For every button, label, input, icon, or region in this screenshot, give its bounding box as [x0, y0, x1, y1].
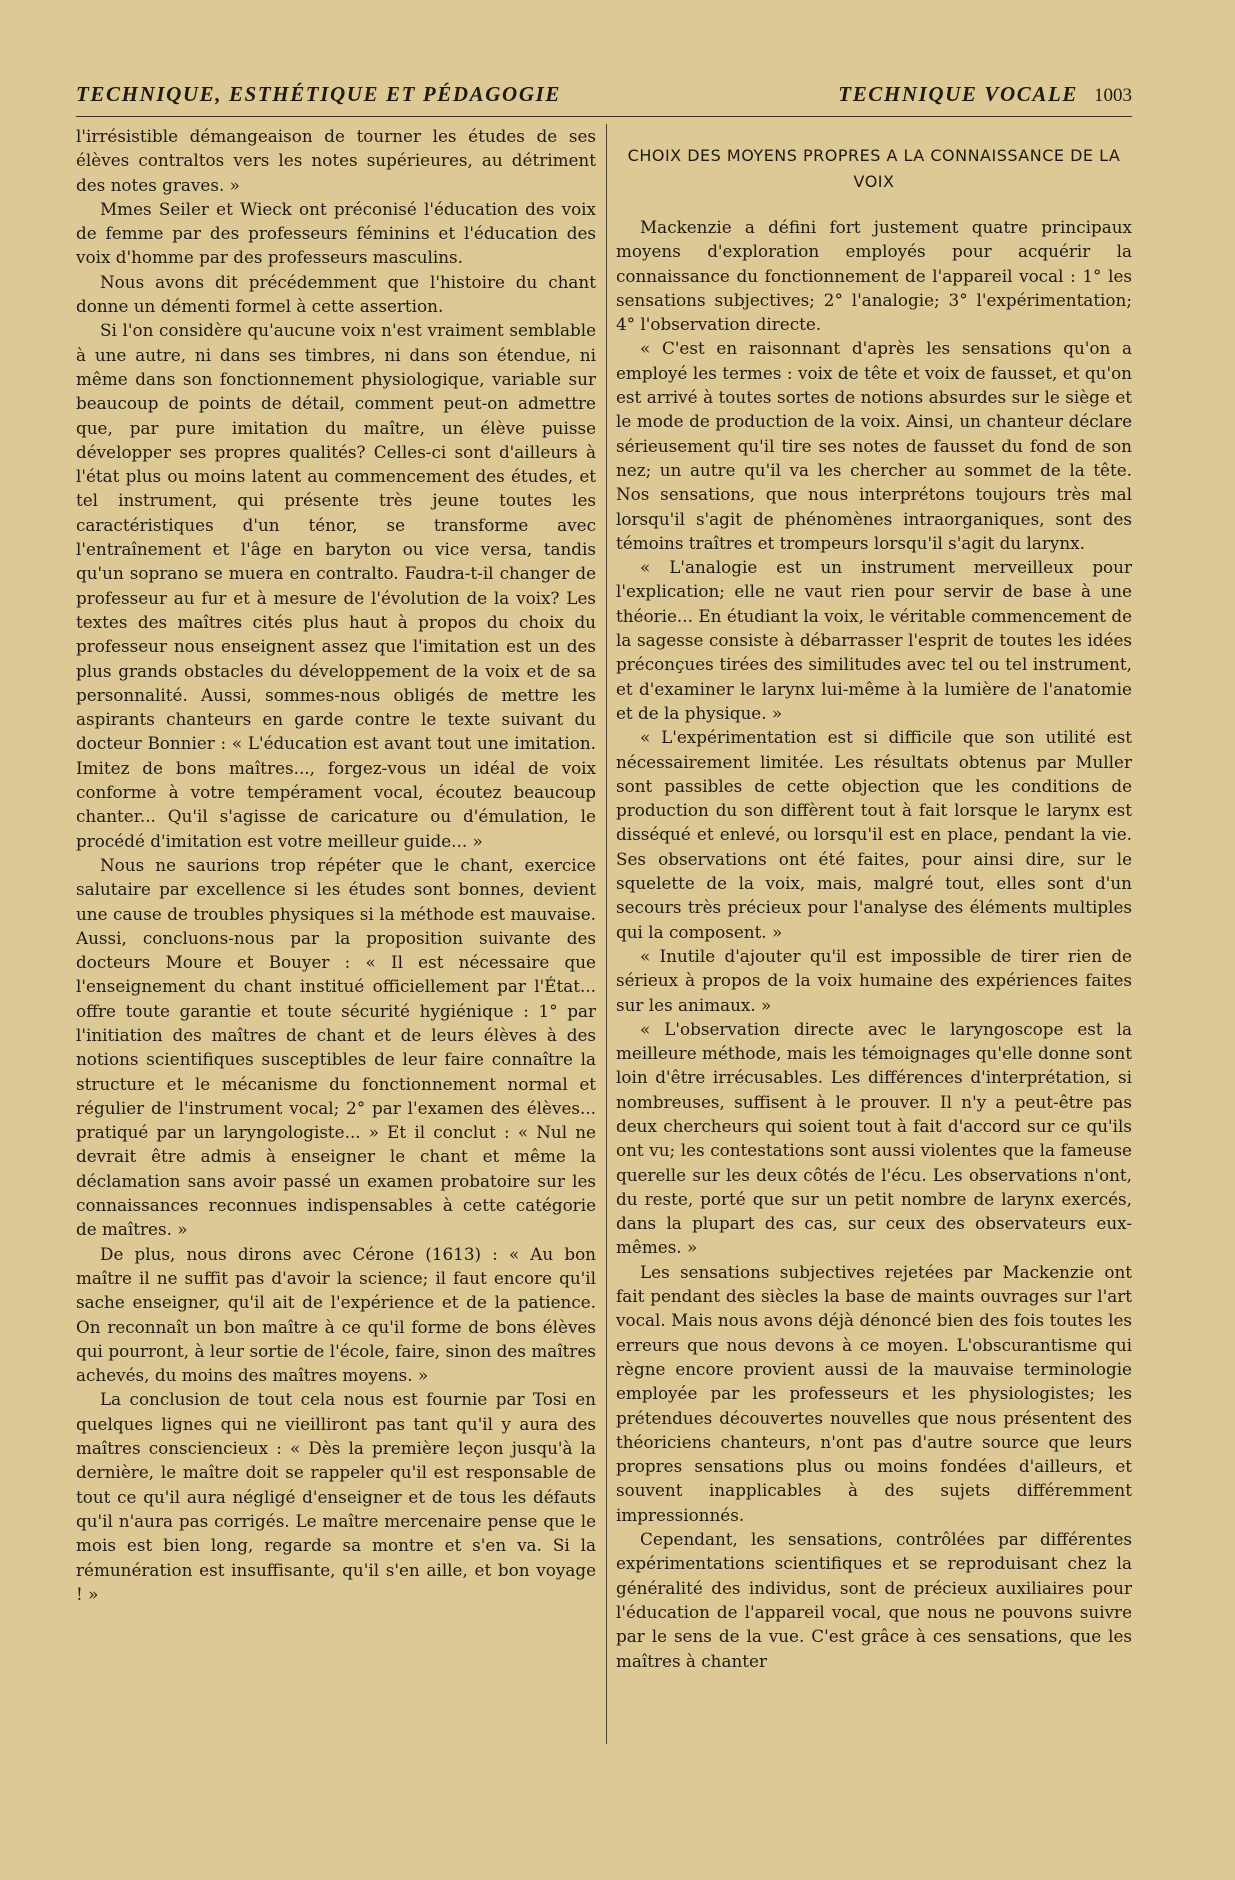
section-title: CHOIX DES MOYENS PROPRES A LA CONNAISSANCE DE LA VOIX: [627, 146, 1121, 191]
paragraph: La conclusion de tout cela nous est fournie par Tosi en quelques lignes qui ne vieilliront pas tant qu'il y aura des maîtres consciencieux : « Dès la première leçon jusqu'à la dernière, le maître doit se rappeler qu'il est responsable de tout ce qu'il aura négligé d'enseigner et de tous les défauts qu'il n'aura pas corrigés. Le maître mercenaire pense que le mois est bien long, regarde sa montre et s'en va. Si la rémunération est insuffisante, qu'il s'en aille, et bon voyage ! »: [76, 1389, 596, 1604]
paragraph: « Inutile d'ajouter qu'il est impossible de tirer rien de sérieux à propos de la voix humaine des expériences faites sur les animaux. »: [616, 945, 1132, 1015]
column-divider: [606, 124, 607, 1744]
paragraph: « C'est en raisonnant d'après les sensations qu'on a employé les termes : voix de tête et voix de fausset, et qu'on est arrivé à toutes sortes de notions absurdes sur le siège et le mode de production de la voix. Ainsi, un chanteur déclare sérieusement qu'il tire ses notes de fausset du fond de son nez; un autre qu'il va les chercher au sommet de la tête. Nos sensations, que nous interprétons toujours très mal lorsqu'il s'agit de phénomènes intraorganiques, sont des témoins traîtres et trompeurs lorsqu'il s'agit du larynx.: [616, 338, 1132, 553]
paragraph: Les sensations subjectives rejetées par Mackenzie ont fait pendant des siècles la base de maints ouvrages sur l'art vocal. Mais nous avons déjà dénoncé bien des fois toutes les erreurs que nous devons à ce moyen. L'obscurantisme qui règne encore provient aussi de la mauvaise terminologie employée par les professeurs et les physiologistes; les prétendues découvertes nouvelles que nous présentent des théoriciens chanteurs, n'ont pas d'autre source que leurs propres sensations plus ou moins fondées d'ailleurs, et souvent inapplicables à des sujets différemment impressionnés.: [616, 1261, 1132, 1525]
paragraph: Mmes Seiler et Wieck ont préconisé l'éducation des voix de femme par des professeurs féminins et l'éducation des voix d'homme par des professeurs masculins.: [76, 198, 596, 268]
paragraph: Cependant, les sensations, contrôlées par différentes expérimentations scientifiques et se reproduisant chez la généralité des individus, sont de précieux auxiliaires pour l'éducation de l'appareil vocal, que nous ne pouvons suivre par le sens de la vue. C'est grâce à ces sensations, que les maîtres à chanter: [616, 1529, 1132, 1671]
paragraph: l'irrésistible démangeaison de tourner les études de ses élèves contraltos vers les notes supérieures, au détriment des notes graves. »: [76, 126, 596, 195]
paragraph: Nous ne saurions trop répéter que le chant, exercice salutaire par excellence si les études sont bonnes, devient une cause de troubles physiques si la méthode est mauvaise. Aussi, concluons-nous par la proposition suivante des docteurs Moure et Bouyer : « Il est nécessaire que l'enseignement du chant institué officiellement par l'État... offre toute garantie et toute sécurité hygiénique : 1° par l'initiation des maîtres de chant et de leurs élèves à des notions scientifiques susceptibles de leur faire connaître la structure et le mécanisme du fonctionnement normal et régulier de l'instrument vocal; 2° par l'examen des élèves... pratiqué par un laryngologiste... » Et il conclut : « Nul ne devrait être admis à enseigner le chant et même la déclamation sans avoir passé un examen probatoire sur les connaissances reconnues indispensables à cette catégorie de maîtres. »: [76, 854, 596, 1240]
right-column: [616, 124, 1132, 1673]
header-left-title: TECHNIQUE, ESTHÉTIQUE ET PÉDAGOGIE: [76, 82, 561, 106]
header-right: [838, 82, 1132, 107]
paragraph: Mackenzie a défini fort justement quatre principaux moyens d'exploration employés pour acquérir la connaissance du fonctionnement de l'appareil vocal : 1° les sensations subjectives; 2° l'analogie; 3° l'expérimentation; 4° l'observation directe.: [616, 217, 1132, 335]
paragraph: « L'analogie est un instrument merveilleux pour l'explication; elle ne vaut rien pour servir de base à une théorie... En étudiant la voix, le véritable commencement de la sagesse consiste à débarrasser l'esprit de toutes les idées préconçues tirées des similitudes avec tel ou tel instrument, et d'examiner le larynx lui-même à la lumière de l'anatomie et de la physique. »: [616, 557, 1132, 723]
paragraph: Nous avons dit précédemment que l'histoire du chant donne un démenti formel à cette assertion.: [76, 271, 596, 317]
paragraph: « L'observation directe avec le laryngoscope est la meilleure méthode, mais les témoignages qu'elle donne sont loin d'être irrécusables. Les différences d'interprétation, si nombreuses, suffisent à le prouver. Il n'y a peut-être pas deux chercheurs qui soient tout à fait d'accord sur ce qu'ils ont vu; les contestations sont aussi violentes que la fameuse querelle sur les deux côtés de l'écu. Les observations n'ont, du reste, porté que sur un petit nombre de larynx exercés, dans la plupart des cas, sur ceux des observateurs eux-mêmes. »: [616, 1018, 1132, 1258]
paragraph: Si l'on considère qu'aucune voix n'est vraiment semblable à une autre, ni dans ses timbres, ni dans son étendue, ni même dans son fonctionnement physiologique, variable sur beaucoup de points de détail, comment peut-on admettre que, par pure imitation du maître, un élève puisse développer ses propres qualités? Celles-ci sont d'ailleurs à l'état plus ou moins latent au commencement des études, et tel instrument, qui présente très jeune toutes les caractéristiques d'un ténor, se transforme avec l'entraînement et l'âge en baryton ou vice versa, tandis qu'un soprano se muera en contralto. Faudra-t-il changer de professeur au fur et à mesure de l'évolution de la voix? Les textes des maîtres cités plus haut à propos du choix du professeur nous enseignent assez que l'imitation est un des plus grands obstacles du développement de la voix et de sa personnalité. Aussi, sommes-nous obligés de mettre les aspirants chanteurs en garde contre le texte suivant du docteur Bonnier : « L'éducation est avant tout une imitation. Imitez de bons maîtres..., forgez-vous un idéal de voix conforme à votre tempérament vocal, écoutez beaucoup chanter... Qu'il s'agisse de caricature ou d'émulation, le procédé d'imitation est votre meilleur guide... »: [76, 320, 596, 851]
paragraph: De plus, nous dirons avec Cérone (1613) : « Au bon maître il ne suffit pas d'avoir la science; il faut encore qu'il sache enseigner, qu'il ait de l'expérience et de la patience. On reconnaît un bon maître à ce qu'il forme de bons élèves qui pourront, à leur sortie de l'école, faire, sinon des maîtres achevés, du moins des maîtres moyens. »: [76, 1243, 596, 1386]
left-column: [76, 124, 596, 1606]
page-number: 1003: [1094, 85, 1132, 106]
running-header: [76, 82, 1132, 117]
paragraph: « L'expérimentation est si difficile que son utilité est nécessairement limitée. Les résultats obtenus par Muller sont passibles de cette objection que les conditions de production du son diffèrent tout à fait lorsque le larynx est disséqué et enlevé, ou lorsqu'il est en place, pendant la vie. Ses observations ont été faites, pour ainsi dire, sur le squelette de la voix, mais, malgré tout, elles sont d'un secours très précieux pour l'analyse des éléments multiples qui la composent. »: [616, 727, 1132, 942]
header-right-title: TECHNIQUE VOCALE: [838, 82, 1078, 106]
